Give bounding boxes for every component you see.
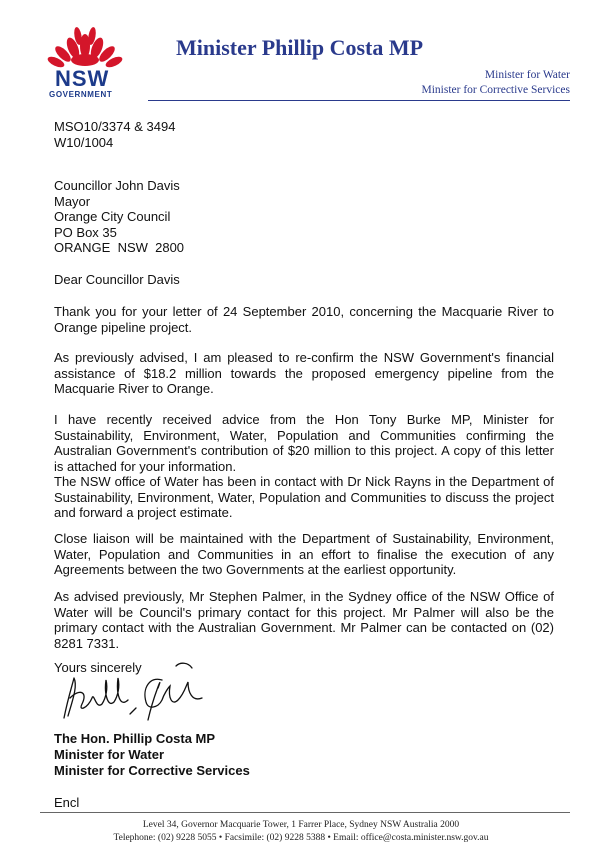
- footer-phone-email: Telephone: (02) 9228 5055 • Facsimile: (02) 9228 5388 • Email: office@costa.minister.nsw.gov.au: [113, 833, 489, 843]
- portfolio-block: [422, 68, 571, 98]
- logo-nsw-text: NSW: [55, 66, 110, 91]
- signer-line: The Hon. Phillip Costa MP: [54, 731, 216, 746]
- reference-line: MSO10/3374 & 3494: [54, 119, 176, 134]
- signer-line: Minister for Corrective Services: [54, 763, 250, 778]
- salutation: Dear Councillor Davis: [54, 272, 180, 287]
- body-paragraph: As advised previously, Mr Stephen Palmer, in the Sydney office of the NSW Office of Water will be Council's primary contact for this project. Mr Palmer will also be the primary contact with the Australian Government. Mr Palmer can be contacted on (02) 8281 7331.: [54, 589, 554, 651]
- address-line: Mayor: [54, 193, 91, 209]
- address-line: Councillor John Davis: [54, 178, 180, 193]
- minister-heading: Minister Phillip Costa MP: [176, 35, 424, 60]
- recipient-address: [54, 178, 184, 256]
- address-line: Orange City Council: [54, 209, 171, 224]
- signer-line: Minister for Water: [54, 747, 165, 762]
- portfolio-line: Minister for Water: [484, 69, 570, 81]
- footer-divider: [40, 812, 570, 813]
- body-paragraph: As previously advised, I am pleased to re-confirm the NSW Government's financial assistance of $18.2 million towards the proposed emergency pipeline from the Macquarie River to Orange.: [54, 350, 554, 396]
- enclosure-note: Encl: [54, 795, 80, 810]
- header-divider: [148, 100, 570, 101]
- logo-government-text: GOVERNMENT: [49, 90, 113, 99]
- body-paragraph: Thank you for your letter of 24 September 2010, concerning the Macquarie River to Orange pipeline project.: [54, 304, 554, 335]
- handwritten-signature: [58, 658, 208, 728]
- body-paragraph: The NSW office of Water has been in contact with Dr Nick Rayns in the Department of Sustainability, Environment, Water, Population and Communities to discuss the project and forward a project estimate.: [54, 474, 554, 520]
- reference-line: W10/1004: [54, 135, 114, 150]
- address-line: PO Box 35: [54, 224, 117, 240]
- footer-contact: [0, 819, 602, 845]
- signer-block: [54, 731, 250, 779]
- body-paragraph: Close liaison will be maintained with the Department of Sustainability, Environment, Water, Population and Communities in an effort to finalise the execution of any Agreements between the two Governments at the earliest opportunity.: [54, 531, 554, 577]
- body-paragraph: I have recently received advice from the Hon Tony Burke MP, Minister for Sustainability, Environment, Water, Population and Communities confirming the Australian Government's contribution of $20 million to this project. A copy of this letter is attached for your information.: [54, 412, 554, 474]
- footer-address: Level 34, Governor Macquarie Tower, 1 Farrer Place, Sydney NSW Australia 2000: [142, 820, 460, 830]
- address-line: ORANGE NSW 2800: [54, 240, 185, 255]
- reference-numbers: [54, 119, 175, 151]
- portfolio-line: Minister for Corrective Services: [421, 84, 570, 96]
- closing: Yours sincerely: [54, 660, 142, 675]
